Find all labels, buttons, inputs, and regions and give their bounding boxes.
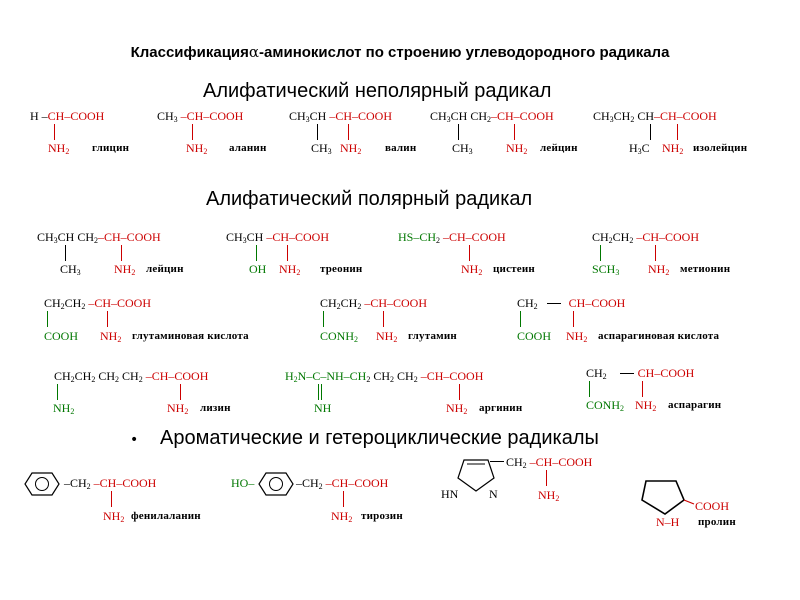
lys-side-nh-sub: 2 <box>70 407 75 416</box>
lp-bond <box>121 245 122 261</box>
pyrrolidine-ring-icon <box>640 478 696 518</box>
glu-ch2a-sub: 2 <box>60 302 65 311</box>
leucine-branch-sub: 3 <box>468 147 473 156</box>
lys-ch-cooh: –CH–COOH <box>145 369 209 383</box>
leucine-ch3: CH <box>430 109 447 123</box>
arg-double-bond-b <box>321 384 322 400</box>
glutamic-formula <box>44 296 151 314</box>
met-nh2 <box>648 262 669 280</box>
valine-nh: NH <box>340 141 358 155</box>
asn-conh2 <box>586 398 624 416</box>
tyr-bond <box>343 491 344 507</box>
his-ch2: CH <box>506 455 523 469</box>
met-sch-sub: 3 <box>615 268 620 277</box>
leucine-ch2: CH <box>470 109 488 123</box>
phe-bond <box>111 491 112 507</box>
gln-bond <box>383 311 384 327</box>
alanine-formula <box>157 109 243 127</box>
his-formula <box>506 455 592 473</box>
asn-side-bond <box>589 381 590 397</box>
glu-side-bond <box>47 311 48 327</box>
isoleucine-h: H <box>629 141 638 155</box>
leucine-name: лейцин <box>540 142 578 154</box>
alanine-ch3: CH <box>157 109 174 123</box>
cys-nh-sub: 2 <box>478 268 483 277</box>
lp-ch3-sub: 3 <box>53 236 58 245</box>
valine-nh-sub: 2 <box>357 147 362 156</box>
gln-conh: CONH <box>320 329 355 343</box>
lysine-name: лизин <box>200 402 231 414</box>
gln-ch2a: CH <box>320 296 337 310</box>
tyr-ch-cooh: –CH–COOH <box>325 476 389 490</box>
met-nh: NH <box>648 262 666 276</box>
gln-side-bond <box>323 311 324 327</box>
glutamic-acid-name: глутаминовая кислота <box>132 330 249 342</box>
glu-ch2b-sub: 2 <box>81 302 86 311</box>
his-chain-bond <box>490 461 504 462</box>
alanine-nh-sub: 2 <box>203 147 208 156</box>
phe-nh: NH <box>103 509 121 523</box>
asn-ch2: CH <box>586 366 603 380</box>
leucine-bond <box>514 124 515 140</box>
lp-ch: CH <box>57 230 75 244</box>
asn-bond <box>642 381 643 397</box>
valine-ch-cooh: –CH–COOH <box>329 109 393 123</box>
lp-ch-cooh: –CH–COOH <box>98 230 161 244</box>
valine-formula <box>289 109 392 127</box>
isoleucine-ch: CH <box>637 109 655 123</box>
gln-ch2b: CH <box>340 296 358 310</box>
glu-nh-sub: 2 <box>117 335 122 344</box>
arg-h-sub: 2 <box>293 375 298 384</box>
heading-aliphatic-polar: Алифатический полярный радикал <box>206 188 533 210</box>
his-hn: HN <box>441 487 459 501</box>
lp-branch-sub: 3 <box>76 268 81 277</box>
valine-bond <box>348 124 349 140</box>
threonine-formula <box>226 230 329 248</box>
isoleucine-ch2: CH <box>613 109 631 123</box>
isoleucine-ch3: CH <box>593 109 610 123</box>
cysteine-name: цистеин <box>493 263 535 275</box>
lys-ch2a-sub: 2 <box>70 375 75 384</box>
arg-ch2c-sub: 2 <box>413 375 418 384</box>
gln-nh2 <box>376 329 397 347</box>
phe-nh-sub: 2 <box>120 515 125 524</box>
glycine-formula <box>30 109 104 123</box>
pro-nh: N–H <box>656 515 680 529</box>
cysteine-formula <box>398 230 506 248</box>
gln-ch2a-sub: 2 <box>336 302 341 311</box>
his-ch-cooh: –CH–COOH <box>529 455 593 469</box>
isoleucine-name: изолейцин <box>693 142 748 154</box>
pro-cooh: COOH <box>695 499 730 513</box>
gln-ch2b-sub: 2 <box>357 302 362 311</box>
lp-ch3: CH <box>37 230 54 244</box>
tyr-nh-sub: 2 <box>348 515 353 524</box>
lys-ch2c-sub: 2 <box>115 375 120 384</box>
glycine-bond <box>54 124 55 140</box>
met-ch2b-sub: 2 <box>629 236 634 245</box>
glu-ch2b: CH <box>64 296 82 310</box>
glu-ch2a: CH <box>44 296 61 310</box>
his-nh2 <box>538 488 559 506</box>
thr-side-bond <box>256 245 257 261</box>
arg-n-c-nh: N–C–NH–CH <box>297 369 367 383</box>
thr-bond <box>287 245 288 261</box>
isoleucine-bond <box>677 124 678 140</box>
isoleucine-side-bond <box>650 124 651 140</box>
asp-nh: NH <box>566 329 584 343</box>
leucine-formula <box>430 109 554 127</box>
tyr-ch2: –CH <box>296 476 319 490</box>
thr-ch3-sub: 3 <box>242 236 247 245</box>
glycine-nh: NH <box>48 141 66 155</box>
glutamine-formula <box>320 296 427 314</box>
asp-ch2: CH <box>517 296 534 310</box>
lys-nh2-side <box>53 401 74 419</box>
glycine-h: H – <box>30 109 48 123</box>
alanine-name: аланин <box>229 142 267 154</box>
glycine-name: глицин <box>92 142 130 154</box>
lys-ch2b: CH <box>74 369 92 383</box>
thr-oh: OH <box>249 262 267 276</box>
valine-name: валин <box>385 142 417 154</box>
glycine-nh-sub: 2 <box>65 147 70 156</box>
lys-ch2d-sub: 2 <box>138 375 143 384</box>
met-sch: SCH <box>592 262 616 276</box>
heading-aromatic: Ароматические и гетероциклические радикалы <box>160 427 599 449</box>
thr-nh2 <box>279 262 300 280</box>
lys-ch2a: CH <box>54 369 71 383</box>
threonine-name: треонин <box>320 263 363 275</box>
his-nh-sub: 2 <box>555 494 560 503</box>
lys-side-bond <box>57 384 58 400</box>
phe-ch-cooh: –CH–COOH <box>93 476 157 490</box>
arg-ch2a-sub: 2 <box>366 375 371 384</box>
his-ch2-sub: 2 <box>522 461 527 470</box>
asn-ch2-sub: 2 <box>602 372 607 381</box>
lp-branch-ch: CH <box>60 262 77 276</box>
thr-ch-cooh: –CH–COOH <box>266 230 330 244</box>
cys-hs: HS–CH <box>398 230 437 244</box>
valine-side-bond <box>317 124 318 140</box>
cys-ch-cooh: –CH–COOH <box>443 230 506 244</box>
isoleucine-formula <box>593 109 717 127</box>
cys-bond <box>469 245 470 261</box>
asn-nh: NH <box>635 398 653 412</box>
leucine-ch2-sub: 2 <box>487 115 492 124</box>
leucine-side-bond <box>458 124 459 140</box>
arg-h: H <box>285 369 294 383</box>
gln-nh: NH <box>376 329 394 343</box>
glu-cooh: COOH <box>44 329 79 343</box>
arg-ch2b-sub: 2 <box>390 375 395 384</box>
valine-ch3-branch <box>311 141 332 159</box>
page-title <box>0 43 800 61</box>
arg-ch2b: CH <box>373 369 391 383</box>
asp-bond <box>573 311 574 327</box>
arg-bond <box>459 384 460 400</box>
phenol-ring-icon <box>258 472 294 496</box>
lp-side-bond <box>65 245 66 261</box>
asp-chain-bond <box>547 303 561 304</box>
lysine-formula <box>54 369 208 387</box>
met-nh-sub: 2 <box>665 268 670 277</box>
leucine-ch-cooh: –CH–COOH <box>491 109 554 123</box>
lys-nh: NH <box>167 401 185 415</box>
thr-ch3: CH <box>226 230 243 244</box>
lys-ch2c: CH <box>98 369 116 383</box>
cys-nh: NH <box>461 262 479 276</box>
leucine-ch: CH <box>450 109 468 123</box>
lp-nh2 <box>114 262 135 280</box>
arg-nh2 <box>446 401 467 419</box>
asparagine-name: аспарагин <box>668 399 722 411</box>
proline-name: пролин <box>698 516 736 528</box>
asn-nh2 <box>635 398 656 416</box>
lp-nh: NH <box>114 262 132 276</box>
glycine-nh2 <box>48 141 69 159</box>
aspartic-formula <box>517 296 625 314</box>
leucine-nh2 <box>506 141 527 159</box>
arg-nh: NH <box>314 401 332 415</box>
alanine-nh: NH <box>186 141 204 155</box>
gln-conh-sub: 2 <box>354 335 359 344</box>
valine-ch3-sub: 3 <box>305 115 310 124</box>
lys-bond <box>180 384 181 400</box>
valine-nh2 <box>340 141 361 159</box>
cys-ch2-sub: 2 <box>436 236 441 245</box>
isoleucine-nh-sub: 2 <box>679 147 684 156</box>
glu-nh2 <box>100 329 121 347</box>
arg-ch2c: CH <box>397 369 414 383</box>
arg-nh-red: NH <box>446 401 464 415</box>
valine-ch3: CH <box>289 109 306 123</box>
arg-nh-red-sub: 2 <box>463 407 468 416</box>
tyrosine-name: тирозин <box>361 510 403 522</box>
phe-ch2: –CH <box>64 476 87 490</box>
asp-side-bond <box>520 311 521 327</box>
isoleucine-nh2 <box>662 141 683 159</box>
tyr-nh: NH <box>331 509 349 523</box>
asn-ch-cooh: CH–COOH <box>637 366 695 380</box>
alanine-nh2 <box>186 141 207 159</box>
asp-ch-cooh: CH–COOH <box>568 296 626 310</box>
leucine-ch3-branch <box>452 141 473 159</box>
alanine-bond <box>192 124 193 140</box>
leucine-polar-name: лейцин <box>146 263 184 275</box>
asp-cooh: COOH <box>517 329 552 343</box>
gln-conh2 <box>320 329 358 347</box>
asn-conh-sub: 2 <box>620 404 625 413</box>
glu-bond <box>107 311 108 327</box>
lp-nh-sub: 2 <box>131 268 136 277</box>
his-nh: NH <box>538 488 556 502</box>
methionine-name: метионин <box>680 263 731 275</box>
leucine-nh-sub: 2 <box>523 147 528 156</box>
tyr-ho: HO– <box>231 476 255 490</box>
glu-ch-cooh: –CH–COOH <box>88 296 152 310</box>
title-suffix: -аминокислот по строению углеводородного радикала <box>259 44 670 61</box>
met-bond <box>655 245 656 261</box>
alanine-ch3-sub: 3 <box>173 115 178 124</box>
leucine-nh: NH <box>506 141 524 155</box>
glycine-ch-cooh: CH–COOH <box>47 109 105 123</box>
alanine-ch-cooh: –CH–COOH <box>180 109 244 123</box>
met-ch2b: CH <box>612 230 630 244</box>
isoleucine-h-sub: 3 <box>637 147 642 156</box>
asp-nh-sub: 2 <box>583 335 588 344</box>
heading-aliphatic-nonpolar: Алифатический неполярный радикал <box>203 80 552 102</box>
leucine-polar-formula <box>37 230 161 248</box>
asn-nh-sub: 2 <box>652 404 657 413</box>
gln-nh-sub: 2 <box>393 335 398 344</box>
asp-ch2-sub: 2 <box>533 302 538 311</box>
phenylalanine-name: фенилаланин <box>131 510 201 522</box>
lys-ch2d: CH <box>122 369 139 383</box>
aspartic-acid-name: аспарагиновая кислота <box>598 330 720 342</box>
isoleucine-ch2-sub: 2 <box>630 115 635 124</box>
phe-ch2-sub: 2 <box>86 482 91 491</box>
lp-ch3-branch <box>60 262 81 280</box>
asn-chain-bond <box>620 373 634 374</box>
leucine-ch3-sub: 3 <box>446 115 451 124</box>
phe-nh2 <box>103 509 124 527</box>
asp-nh2 <box>566 329 587 347</box>
lp-ch2: CH <box>77 230 95 244</box>
asparagine-formula <box>586 366 694 384</box>
glu-nh: NH <box>100 329 118 343</box>
alpha-symbol: α <box>248 43 260 61</box>
gln-ch-cooh: –CH–COOH <box>364 296 428 310</box>
isoleucine-h3c: $H_3C$ <box>629 141 650 156</box>
tyr-ch2-sub: 2 <box>318 482 323 491</box>
arg-ch-cooh: –CH–COOH <box>420 369 484 383</box>
tyr-nh2 <box>331 509 352 527</box>
met-ch2a: CH <box>592 230 609 244</box>
lys-side-nh: NH <box>53 401 71 415</box>
isoleucine-ch-cooh: –CH–COOH <box>654 109 717 123</box>
valine-branch-sub: 3 <box>327 147 332 156</box>
isoleucine-ch3-sub: 3 <box>609 115 614 124</box>
glutamine-name: глутамин <box>408 330 457 342</box>
met-sch3 <box>592 262 619 280</box>
his-bond <box>546 470 547 486</box>
his-n: N <box>489 487 498 501</box>
arg-double-bond-a <box>318 384 319 400</box>
thr-ch: CH <box>246 230 264 244</box>
lys-nh-sub: 2 <box>184 407 189 416</box>
lp-ch2-sub: 2 <box>94 236 99 245</box>
valine-branch-ch: CH <box>311 141 328 155</box>
benzene-ring-icon <box>24 472 60 496</box>
asn-conh: CONH <box>586 398 621 412</box>
methionine-formula <box>592 230 699 248</box>
met-ch2a-sub: 2 <box>608 236 613 245</box>
title-prefix: Классификация <box>130 44 249 61</box>
thr-nh-sub: 2 <box>296 268 301 277</box>
arginine-formula <box>285 369 483 387</box>
met-ch-cooh: –CH–COOH <box>636 230 700 244</box>
lys-ch2b-sub: 2 <box>91 375 96 384</box>
leucine-branch-ch: CH <box>452 141 469 155</box>
arginine-name: аргинин <box>479 402 523 414</box>
isoleucine-nh: NH <box>662 141 680 155</box>
lys-nh2 <box>167 401 188 419</box>
thr-nh: NH <box>279 262 297 276</box>
cys-nh2 <box>461 262 482 280</box>
bullet: • <box>130 432 139 448</box>
valine-ch: CH <box>309 109 327 123</box>
met-side-bond <box>600 245 601 261</box>
